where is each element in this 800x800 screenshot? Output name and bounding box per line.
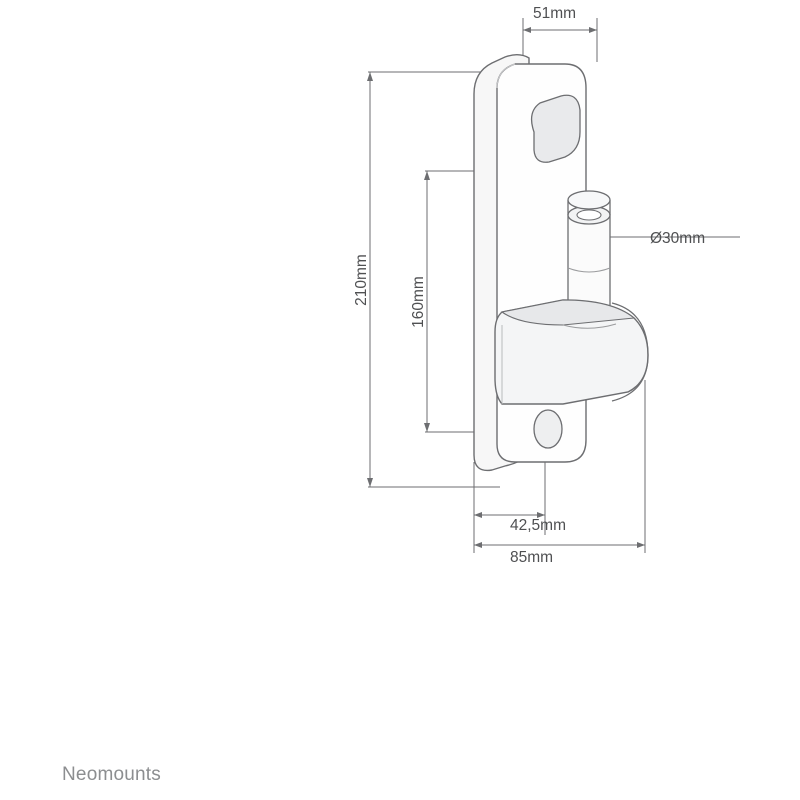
arrow-85-right: [637, 542, 645, 548]
pole-inner-bore: [577, 210, 601, 220]
lower-mounting-hole: [534, 410, 562, 448]
arrow-51mm-left: [523, 27, 531, 33]
arrow-210mm-bottom: [367, 478, 373, 487]
dim-label-160mm: 160mm: [410, 276, 427, 328]
dim-label-210mm: 210mm: [353, 254, 370, 306]
dim-label-51mm: 51mm: [533, 5, 577, 22]
product-geometry: [474, 55, 648, 471]
dim-label-85mm: 85mm: [510, 549, 554, 566]
upper-mounting-slot: [532, 95, 580, 162]
arrow-425-left: [474, 512, 482, 518]
arrow-85-left: [474, 542, 482, 548]
arrow-51mm-right: [589, 27, 597, 33]
arrow-160mm-top: [424, 171, 430, 180]
brand-wordmark: Neomounts: [62, 764, 161, 785]
pole-collar: [568, 191, 610, 209]
arrow-160mm-bottom: [424, 423, 430, 432]
arrow-210mm-top: [367, 72, 373, 81]
dim-label-42-5mm: 42,5mm: [510, 517, 566, 534]
dim-label-diameter-30mm: Ø30mm: [650, 230, 706, 247]
